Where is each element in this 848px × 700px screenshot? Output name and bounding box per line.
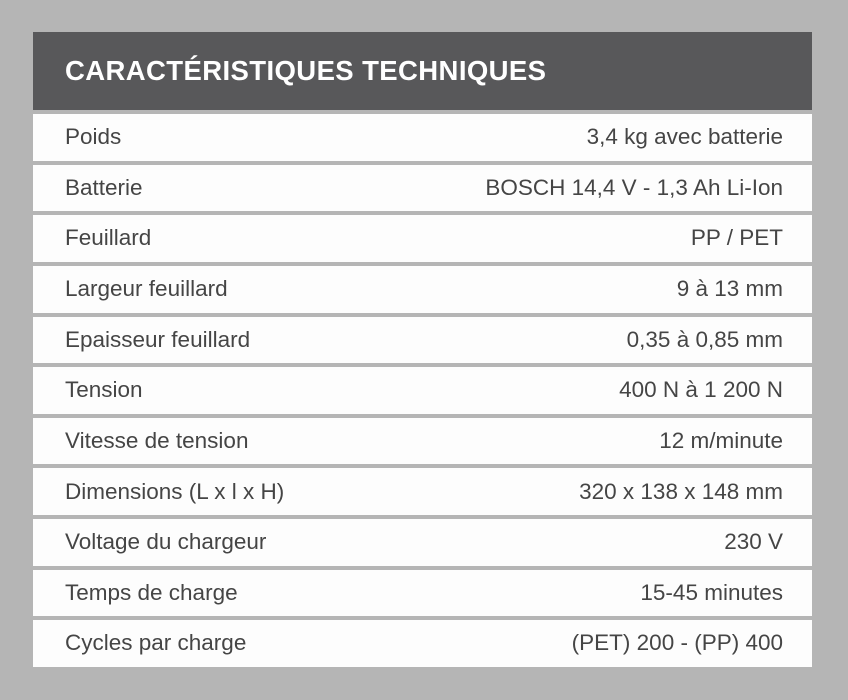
table-row — [33, 570, 812, 617]
table-row — [33, 165, 812, 212]
spec-label: Tension — [65, 377, 143, 403]
table-row — [33, 519, 812, 566]
spec-value: (PET) 200 - (PP) 400 — [571, 630, 783, 656]
spec-table-header — [33, 32, 812, 110]
table-row — [33, 468, 812, 515]
table-row — [33, 266, 812, 313]
spec-table — [33, 32, 812, 667]
table-row — [33, 215, 812, 262]
spec-value: 9 à 13 mm — [676, 275, 783, 301]
table-row — [33, 620, 812, 667]
spec-value: 320 x 138 x 148 mm — [579, 478, 783, 504]
spec-label: Epaisseur feuillard — [65, 326, 251, 352]
spec-label: Largeur feuillard — [65, 275, 228, 301]
table-row — [33, 114, 812, 161]
table-row — [33, 317, 812, 364]
spec-label: Cycles par charge — [65, 630, 247, 656]
spec-value: 400 N à 1 200 N — [619, 377, 783, 403]
spec-value: 0,35 à 0,85 mm — [626, 326, 783, 352]
spec-value: 3,4 kg avec batterie — [586, 124, 783, 150]
spec-value: 230 V — [724, 529, 783, 555]
spec-label: Voltage du chargeur — [65, 529, 267, 555]
table-row — [33, 367, 812, 414]
spec-table-title: CARACTÉRISTIQUES TECHNIQUES — [65, 55, 547, 86]
spec-label: Dimensions (L x l x H) — [65, 478, 285, 504]
spec-value: BOSCH 14,4 V - 1,3 Ah Li-Ion — [485, 174, 783, 200]
spec-label: Poids — [65, 124, 122, 150]
spec-label: Vitesse de tension — [65, 427, 249, 453]
spec-value: PP / PET — [690, 225, 783, 251]
spec-label: Batterie — [65, 174, 143, 200]
spec-label: Temps de charge — [65, 579, 238, 605]
spec-label: Feuillard — [65, 225, 152, 251]
spec-value: 12 m/minute — [659, 427, 783, 453]
spec-value: 15-45 minutes — [640, 579, 783, 605]
table-row — [33, 418, 812, 465]
